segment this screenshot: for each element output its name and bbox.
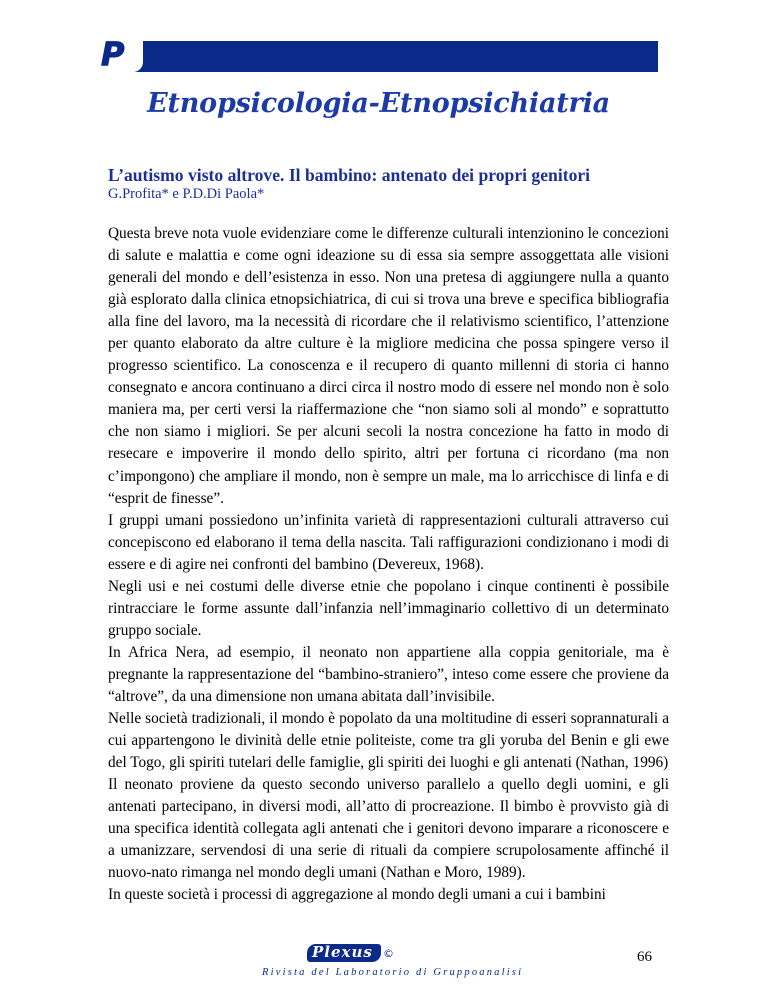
article-title: L’autismo visto altrove. Il bambino: antenato dei propri genitori [108,165,591,185]
paragraph: Il neonato proviene da questo secondo universo parallelo a quello degli uomini, e gli antenati partecipano, in diversi modi, all’atto di procreazione. Il bimbo è provvisto già di una specifica identità collegata agli antenati che i genitori devono imparare a riconoscere e a umanizzare, servendosi di una serie di rituali da compiere scrupolosamente affinché il nuovo-nato rimanga nel mondo degli umani (Nathan e Moro, 1989). [108,776,669,882]
header-bar [99,41,658,72]
paragraph: Questa breve nota vuole evidenziare come le differenze culturali intenzionino le concezioni di salute e malattia e come ogni ideazione su di essa sia sempre assoggettata alle visioni generali del mondo e dell’esistenza in esso. Non una pretesa di aggiungere nulla a quanto già esplorato dalla clinica etnopsichiatrica, di cui si trova una breve e specifica bibliografia alla fine del lavoro, ma la necessità di ricordare che il relativismo scientifico, l’attenzione per quanto elaborato da altre culture è la migliore medicina che possa spingere verso il progresso scientifico. La conoscenza e il recupero di quanto millenni di storia ci hanno consegnato e ancora continuano a dirci circa il nostro modo di essere nel mondo non è solo maniera ma, per certi versi la riaffermazione che “non siamo soli al mondo” e soprattutto che non siamo i migliori. Se per alcuni secoli la nostra concezione ha fatto in modo di resecare e impoverire il mondo dello spirito, altri per fortuna ci ricordano (ma non c’impongono) che ampliare il mondo, non è sempre un male, ma lo arricchisce di linfa e di “esprit de finesse”. [108,225,669,507]
paragraph: Nelle società tradizionali, il mondo è popolato da una moltitudine di esseri soprannaturali a cui appartengono le divinità delle etnie politeiste, come tra gli yoruba del Benin e gli ewe del Togo, gli spiriti tutelari delle famiglie, gli spiriti dei luoghi e gli antenati (Nathan, 1996) [108,710,669,772]
page-number: 66 [637,949,652,965]
plexus-logo-text: Plexus [312,943,373,961]
paragraph: Negli usi e nei costumi delle diverse etnie che popolano i cinque continenti è possibile rintracciare le forme assunte dall’infanzia nell’immaginario collettivo di un determinato gruppo sociale. [108,577,669,639]
plexus-logo [307,944,381,962]
paragraph: I gruppi umani possiedono un’infinita varietà di rappresentazioni culturali attraverso cui concepiscono ed elaborano il tema della nascita. Tali raffigurazioni condizionano i modi di essere e di agire nei confronti del bambino (Devereux, 1968). [108,511,669,573]
journal-logo [99,35,143,73]
copyright-mark: © [383,947,394,960]
paragraph: In Africa Nera, ad esempio, il neonato non appartiene alla coppia genitoriale, ma è pregnante la rappresentazione del “bambino-straniero”, inteso come essere che proviene da “altrove”, da una dimensione non umana abitata dall’invisibile. [108,643,669,705]
article-authors: G.Profita* e P.D.Di Paola* [108,186,265,202]
paragraph: In queste società i processi di aggregazione al mondo degli umani a cui i bambini [108,886,606,904]
section-title: Etnopsicologia-Etnopsichiatria [147,88,610,119]
logo-letter: P [101,35,125,73]
journal-tagline: Rivista del Laboratorio di Gruppoanalisi [262,967,524,978]
article-body [108,223,669,906]
